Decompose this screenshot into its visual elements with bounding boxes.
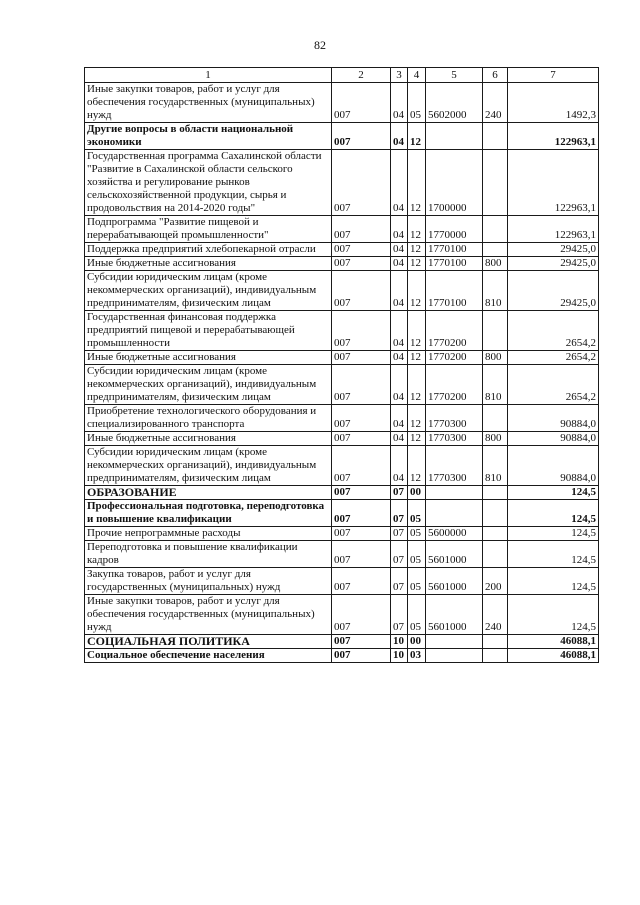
code-cell-4: 12: [408, 123, 426, 150]
code-cell-3: 07: [391, 568, 408, 595]
code-cell-6: 200: [483, 568, 508, 595]
code-cell-3: 10: [391, 635, 408, 649]
row-name-cell: Переподготовка и повышение квалификации кадров: [85, 541, 332, 568]
code-cell-5: 1700000: [426, 150, 483, 216]
row-name-cell: Закупка товаров, работ и услуг для государственных (муниципальных) нужд: [85, 568, 332, 595]
code-cell-3: 04: [391, 311, 408, 351]
code-cell-4: 05: [408, 568, 426, 595]
row-name-cell: Иные бюджетные ассигнования: [85, 432, 332, 446]
table-row: [85, 83, 599, 123]
sum-cell: 124,5: [508, 568, 599, 595]
code-cell-2: 007: [332, 527, 391, 541]
row-name-cell: Иные закупки товаров, работ и услуг для обеспечения государственных (муниципальных) нужд: [85, 595, 332, 635]
column-header: 1: [85, 68, 332, 83]
row-name-cell: Субсидии юридическим лицам (кроме некоммерческих организаций), индивидуальным предпринимателям, физическим лицам: [85, 365, 332, 405]
code-cell-4: 05: [408, 541, 426, 568]
code-cell-5: [426, 635, 483, 649]
code-cell-5: 1770100: [426, 243, 483, 257]
column-header: 5: [426, 68, 483, 83]
column-header: 4: [408, 68, 426, 83]
row-name-cell: Субсидии юридическим лицам (кроме некоммерческих организаций), индивидуальным предпринимателям, физическим лицам: [85, 446, 332, 486]
column-header: 6: [483, 68, 508, 83]
table-body: [85, 83, 599, 663]
table-row: [85, 271, 599, 311]
code-cell-3: 04: [391, 271, 408, 311]
code-cell-6: 240: [483, 595, 508, 635]
code-cell-2: 007: [332, 568, 391, 595]
code-cell-5: [426, 123, 483, 150]
table-row: [85, 568, 599, 595]
sum-cell: 90884,0: [508, 432, 599, 446]
row-name-cell: Поддержка предприятий хлебопекарной отрасли: [85, 243, 332, 257]
code-cell-3: 04: [391, 446, 408, 486]
budget-table: [84, 67, 599, 663]
code-cell-4: 00: [408, 486, 426, 500]
code-cell-3: 04: [391, 83, 408, 123]
code-cell-6: [483, 527, 508, 541]
code-cell-6: [483, 500, 508, 527]
code-cell-5: 1770300: [426, 405, 483, 432]
table-row: [85, 351, 599, 365]
column-header: 2: [332, 68, 391, 83]
sum-cell: 90884,0: [508, 405, 599, 432]
code-cell-6: 810: [483, 446, 508, 486]
code-cell-5: 5601000: [426, 541, 483, 568]
code-cell-4: 12: [408, 311, 426, 351]
code-cell-3: 04: [391, 351, 408, 365]
sum-cell: 124,5: [508, 486, 599, 500]
code-cell-3: 10: [391, 649, 408, 663]
row-name-cell: Приобретение технологического оборудования и специализированного транспорта: [85, 405, 332, 432]
code-cell-5: 1770300: [426, 446, 483, 486]
code-cell-6: [483, 216, 508, 243]
code-cell-2: 007: [332, 486, 391, 500]
code-cell-5: 1770200: [426, 351, 483, 365]
code-cell-4: 05: [408, 83, 426, 123]
code-cell-2: 007: [332, 635, 391, 649]
row-name-cell: ОБРАЗОВАНИЕ: [85, 486, 332, 500]
code-cell-6: 800: [483, 432, 508, 446]
code-cell-3: 04: [391, 405, 408, 432]
table-row: [85, 635, 599, 649]
sum-cell: 29425,0: [508, 271, 599, 311]
table-row: [85, 649, 599, 663]
sum-cell: 124,5: [508, 595, 599, 635]
code-cell-6: 240: [483, 83, 508, 123]
sum-cell: 1492,3: [508, 83, 599, 123]
code-cell-2: 007: [332, 351, 391, 365]
code-cell-5: 1770000: [426, 216, 483, 243]
code-cell-6: [483, 311, 508, 351]
table-row: [85, 405, 599, 432]
code-cell-5: 5601000: [426, 595, 483, 635]
code-cell-4: 12: [408, 257, 426, 271]
code-cell-4: 12: [408, 216, 426, 243]
table-row: [85, 365, 599, 405]
row-name-cell: Государственная программа Сахалинской области "Развитие в Сахалинской области сельского хозяйства и регулирование рынков сельскохозяйственной продукции, сырья и продовольствия на 2014-2020 годы": [85, 150, 332, 216]
code-cell-6: [483, 635, 508, 649]
code-cell-2: 007: [332, 365, 391, 405]
code-cell-6: [483, 405, 508, 432]
sum-cell: 122963,1: [508, 123, 599, 150]
table-row: [85, 541, 599, 568]
column-header: 3: [391, 68, 408, 83]
code-cell-6: [483, 541, 508, 568]
table-row: [85, 595, 599, 635]
row-name-cell: Другие вопросы в области национальной экономики: [85, 123, 332, 150]
code-cell-2: 007: [332, 311, 391, 351]
code-cell-4: 03: [408, 649, 426, 663]
code-cell-6: [483, 486, 508, 500]
code-cell-6: [483, 243, 508, 257]
code-cell-2: 007: [332, 83, 391, 123]
code-cell-5: [426, 649, 483, 663]
row-name-cell: Иные закупки товаров, работ и услуг для обеспечения государственных (муниципальных) нужд: [85, 83, 332, 123]
code-cell-6: [483, 150, 508, 216]
code-cell-5: 5600000: [426, 527, 483, 541]
code-cell-5: 1770100: [426, 271, 483, 311]
code-cell-3: 04: [391, 432, 408, 446]
code-cell-5: 5601000: [426, 568, 483, 595]
sum-cell: 90884,0: [508, 446, 599, 486]
code-cell-4: 05: [408, 527, 426, 541]
header-row: [85, 68, 599, 83]
sum-cell: 124,5: [508, 527, 599, 541]
sum-cell: 29425,0: [508, 243, 599, 257]
sum-cell: 124,5: [508, 541, 599, 568]
code-cell-2: 007: [332, 405, 391, 432]
code-cell-6: 800: [483, 257, 508, 271]
row-name-cell: Прочие непрограммные расходы: [85, 527, 332, 541]
code-cell-2: 007: [332, 649, 391, 663]
table-row: [85, 216, 599, 243]
row-name-cell: Иные бюджетные ассигнования: [85, 257, 332, 271]
page-number: 82: [314, 38, 326, 52]
code-cell-3: 07: [391, 527, 408, 541]
row-name-cell: Иные бюджетные ассигнования: [85, 351, 332, 365]
code-cell-4: 12: [408, 243, 426, 257]
code-cell-4: 00: [408, 635, 426, 649]
table-row: [85, 257, 599, 271]
table-row: [85, 311, 599, 351]
code-cell-3: 07: [391, 486, 408, 500]
sum-cell: 2654,2: [508, 311, 599, 351]
code-cell-4: 12: [408, 432, 426, 446]
sum-cell: 2654,2: [508, 351, 599, 365]
code-cell-3: 04: [391, 150, 408, 216]
column-header: 7: [508, 68, 599, 83]
code-cell-4: 05: [408, 500, 426, 527]
code-cell-6: 800: [483, 351, 508, 365]
code-cell-4: 12: [408, 446, 426, 486]
row-name-cell: Социальное обеспечение населения: [85, 649, 332, 663]
code-cell-2: 007: [332, 432, 391, 446]
row-name-cell: Субсидии юридическим лицам (кроме некоммерческих организаций), индивидуальным предпринимателям, физическим лицам: [85, 271, 332, 311]
code-cell-3: 04: [391, 257, 408, 271]
table-row: [85, 150, 599, 216]
code-cell-5: 1770200: [426, 311, 483, 351]
code-cell-2: 007: [332, 243, 391, 257]
code-cell-4: 12: [408, 271, 426, 311]
table-row: [85, 243, 599, 257]
row-name-cell: Подпрограмма "Развитие пищевой и перерабатывающей промышленности": [85, 216, 332, 243]
table-row: [85, 486, 599, 500]
code-cell-5: [426, 486, 483, 500]
code-cell-4: 12: [408, 405, 426, 432]
code-cell-2: 007: [332, 500, 391, 527]
code-cell-6: [483, 123, 508, 150]
table-row: [85, 123, 599, 150]
sum-cell: 46088,1: [508, 635, 599, 649]
sum-cell: 29425,0: [508, 257, 599, 271]
code-cell-5: 1770100: [426, 257, 483, 271]
code-cell-4: 05: [408, 595, 426, 635]
table-row: [85, 446, 599, 486]
code-cell-3: 07: [391, 541, 408, 568]
code-cell-2: 007: [332, 150, 391, 216]
code-cell-2: 007: [332, 595, 391, 635]
row-name-cell: Профессиональная подготовка, переподготовка и повышение квалификации: [85, 500, 332, 527]
code-cell-4: 12: [408, 150, 426, 216]
code-cell-3: 04: [391, 365, 408, 405]
code-cell-6: 810: [483, 365, 508, 405]
code-cell-5: 1770200: [426, 365, 483, 405]
code-cell-6: [483, 649, 508, 663]
sum-cell: 122963,1: [508, 216, 599, 243]
table-row: [85, 527, 599, 541]
sum-cell: 124,5: [508, 500, 599, 527]
code-cell-3: 04: [391, 243, 408, 257]
table-row: [85, 500, 599, 527]
code-cell-4: 12: [408, 365, 426, 405]
table-row: [85, 432, 599, 446]
code-cell-4: 12: [408, 351, 426, 365]
code-cell-2: 007: [332, 123, 391, 150]
sum-cell: 2654,2: [508, 365, 599, 405]
code-cell-5: [426, 500, 483, 527]
code-cell-5: 5602000: [426, 83, 483, 123]
code-cell-3: 04: [391, 216, 408, 243]
code-cell-2: 007: [332, 216, 391, 243]
sum-cell: 46088,1: [508, 649, 599, 663]
row-name-cell: СОЦИАЛЬНАЯ ПОЛИТИКА: [85, 635, 332, 649]
code-cell-2: 007: [332, 541, 391, 568]
code-cell-3: 07: [391, 595, 408, 635]
sum-cell: 122963,1: [508, 150, 599, 216]
code-cell-5: 1770300: [426, 432, 483, 446]
code-cell-2: 007: [332, 257, 391, 271]
code-cell-3: 04: [391, 123, 408, 150]
code-cell-6: 810: [483, 271, 508, 311]
code-cell-2: 007: [332, 446, 391, 486]
code-cell-2: 007: [332, 271, 391, 311]
code-cell-3: 07: [391, 500, 408, 527]
row-name-cell: Государственная финансовая поддержка предприятий пищевой и перерабатывающей промышленности: [85, 311, 332, 351]
